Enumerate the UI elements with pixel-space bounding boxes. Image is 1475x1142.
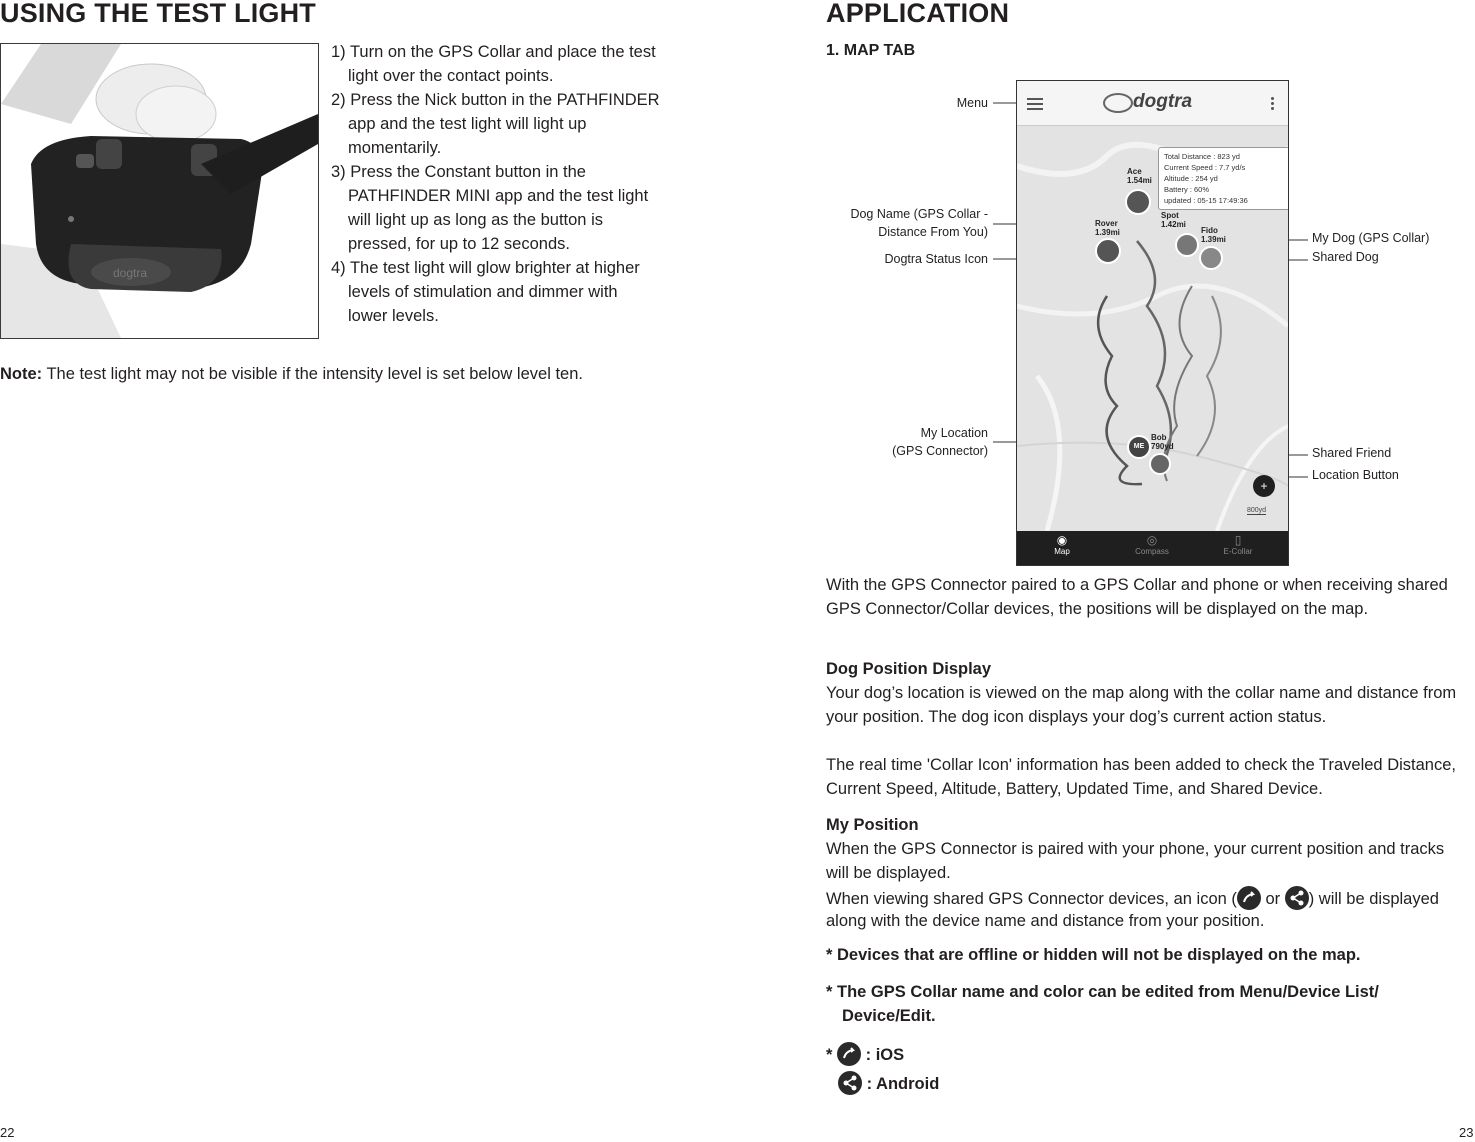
dog-marker-spot[interactable] <box>1175 233 1199 257</box>
bottom-tab-bar <box>1017 531 1288 565</box>
collar-info-box <box>1158 147 1289 210</box>
step-2: 2) Press the Nick button in the PATHFINDER app and the test light will light up momentarily. <box>331 91 660 157</box>
android-share-icon-legend <box>838 1071 862 1095</box>
map-tab-subheading: 1. MAP TAB <box>826 42 916 59</box>
dog-marker-rover[interactable] <box>1095 238 1121 264</box>
ios-share-icon <box>1237 886 1261 910</box>
note-edit-collar-cont: Device/Edit. <box>842 1007 936 1025</box>
callout-my-location: My Location (GPS Connector) <box>892 426 988 458</box>
my-position-p2: When viewing shared GPS Connector devices, an icon ( or ) will be displayed along with the device name and distance from your position. <box>826 886 1466 932</box>
more-options-icon[interactable] <box>1271 97 1274 100</box>
app-top-bar <box>1017 81 1288 126</box>
photo-brand-text: dogtra <box>113 266 148 280</box>
map-intro: With the GPS Connector paired to a GPS Collar and phone or when receiving shared GPS Connector/Collar devices, the positions will be displayed on the map. <box>826 576 1448 618</box>
test-light-steps <box>331 40 661 328</box>
e-collar-icon: ▯ <box>1234 533 1242 547</box>
callout-shared-dog: Shared Dog <box>1312 250 1379 264</box>
note-label: Note: <box>0 365 43 383</box>
callout-dog-name: Dog Name (GPS Collar - Distance From You) <box>850 207 988 239</box>
left-heading: USING THE TEST LIGHT <box>0 0 317 28</box>
note-edit-collar: * The GPS Collar name and color can be edited from Menu/Device List/ <box>826 983 1379 1001</box>
step-4: 4) The test light will glow brighter at higher levels of stimulation and dimmer with lower levels. <box>331 259 640 325</box>
app-map-screenshot <box>1016 80 1289 566</box>
right-heading: APPLICATION <box>826 0 1010 28</box>
ios-share-icon-legend <box>837 1042 861 1066</box>
page-number-right: 23 <box>1459 1125 1474 1140</box>
info-current-speed: Current Speed : 7.7 yd/s <box>1164 163 1246 172</box>
tab-e-collar[interactable]: ▯ E-Collar <box>1213 533 1263 556</box>
test-light-note <box>0 365 680 384</box>
info-battery: Battery : 60% <box>1164 185 1210 194</box>
legend-android: : Android <box>838 1071 939 1095</box>
callout-shared-friend: Shared Friend <box>1312 446 1392 460</box>
compass-icon: ◎ <box>1146 533 1158 547</box>
dog-position-p1: Your dog’s location is viewed on the map along with the collar name and distance from your position. The dog icon displays your dog’s current action status. <box>826 684 1457 726</box>
test-light-photo <box>0 43 319 339</box>
android-share-icon <box>1285 886 1309 910</box>
dog-position-title: Dog Position Display <box>826 660 992 678</box>
dog-marker-ace[interactable] <box>1125 189 1151 215</box>
page-number-left: 22 <box>0 1125 15 1140</box>
my-position-title: My Position <box>826 816 919 834</box>
legend-ios: * : iOS <box>826 1042 904 1066</box>
info-updated: updated : 05-15 17:49:36 <box>1164 196 1248 205</box>
dog-marker-fido[interactable] <box>1199 246 1223 270</box>
callout-location-button: Location Button <box>1312 468 1399 482</box>
callout-my-dog: My Dog (GPS Collar) <box>1312 231 1430 245</box>
app-brand: dogtra <box>1133 91 1193 112</box>
note-text: The test light may not be visible if the intensity level is set below level ten. <box>42 365 583 383</box>
marker-label-rover: Rover 1.39mi <box>1095 219 1120 237</box>
my-position-p1: When the GPS Connector is paired with your phone, your current position and tracks will be displayed. <box>826 840 1445 882</box>
callout-status-icon: Dogtra Status Icon <box>884 252 988 266</box>
note-offline-devices: * Devices that are offline or hidden will not be displayed on the map. <box>826 946 1361 964</box>
dog-position-p2: The real time 'Collar Icon' information has been added to check the Traveled Distance, Current Speed, Altitude, Battery, Updated Time, and Shared Device. <box>826 756 1456 798</box>
map-scale: 800yd <box>1247 507 1267 514</box>
callout-menu: Menu <box>956 96 988 110</box>
marker-label-spot: Spot 1.42mi <box>1161 211 1186 229</box>
collar-test-light-illustration <box>1 44 318 338</box>
location-button[interactable]: + <box>1253 475 1275 497</box>
map-pin-icon: ◉ <box>1056 533 1068 547</box>
info-altitude: Altitude : 254 yd <box>1164 174 1218 183</box>
menu-icon[interactable] <box>1027 98 1043 100</box>
dogtra-logo-icon <box>1103 93 1133 113</box>
info-total-distance: Total Distance : 823 yd <box>1164 152 1240 161</box>
step-1: 1) Turn on the GPS Collar and place the test light over the contact points. <box>331 43 656 85</box>
marker-label-ace: Ace 1.54mi <box>1127 167 1152 185</box>
my-location-marker[interactable]: ME <box>1127 435 1151 459</box>
marker-label-bob: Bob 790yd <box>1151 433 1174 451</box>
marker-label-fido: Fido 1.39mi <box>1201 226 1226 244</box>
tab-map[interactable]: ◉ Map <box>1037 533 1087 556</box>
friend-marker-bob[interactable] <box>1149 453 1171 475</box>
tab-compass[interactable]: ◎ Compass <box>1127 533 1177 556</box>
step-3: 3) Press the Constant button in the PATHFINDER MINI app and the test light will light up as long as the button is pressed, for up to 12 seconds. <box>331 163 649 253</box>
